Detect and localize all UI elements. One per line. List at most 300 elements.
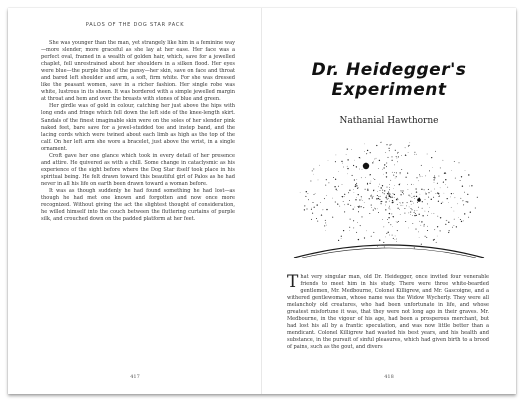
star <box>468 217 469 218</box>
star <box>427 230 428 231</box>
star <box>371 181 372 182</box>
star <box>416 154 417 155</box>
star <box>361 177 362 178</box>
star <box>428 192 429 193</box>
title-line-1: Dr. Heidegger's <box>311 60 467 80</box>
star <box>461 176 462 177</box>
star <box>441 203 442 204</box>
star <box>355 207 356 208</box>
star <box>356 166 357 167</box>
star <box>451 170 452 171</box>
star <box>384 164 385 165</box>
star <box>317 221 318 222</box>
star <box>387 199 388 200</box>
star <box>408 152 409 153</box>
page-number-right: 418 <box>384 374 394 380</box>
star <box>383 227 384 228</box>
star <box>366 162 367 163</box>
star <box>377 209 378 210</box>
star <box>326 209 327 210</box>
star <box>412 209 413 210</box>
star <box>418 180 419 181</box>
star <box>463 221 464 222</box>
star <box>351 149 352 150</box>
star <box>324 198 325 199</box>
star <box>373 161 374 162</box>
star <box>426 237 427 238</box>
star <box>447 220 448 221</box>
star <box>315 193 316 194</box>
running-head: PALOS OF THE DOG STAR PACK <box>85 22 185 28</box>
star <box>412 215 413 216</box>
star <box>433 197 434 198</box>
star <box>335 161 336 162</box>
star <box>409 145 410 146</box>
star <box>385 152 386 153</box>
star <box>335 179 336 180</box>
star <box>390 209 391 210</box>
star <box>421 221 422 222</box>
star <box>379 199 380 200</box>
star <box>380 201 381 202</box>
star <box>419 237 420 238</box>
star <box>344 194 345 195</box>
star <box>431 157 432 158</box>
star <box>467 194 468 195</box>
star <box>397 198 398 199</box>
star <box>434 176 435 177</box>
star <box>447 198 448 199</box>
star <box>379 240 380 241</box>
star <box>379 184 380 185</box>
paragraph: Croft gave her one glance which took in every detail of her presence and attire. He quivered as with a chill. Some change in cataclysmic as his experience of the sight before where the Dog Star itself took place in his spiritual being. He felt drawn toward this beautiful girl of Palos as he had never in all his life on earth been drawn toward a woman before. <box>41 152 235 187</box>
star <box>434 177 435 178</box>
star <box>325 230 326 231</box>
star <box>349 230 350 231</box>
star <box>422 208 423 209</box>
star <box>392 235 393 236</box>
star <box>437 192 438 193</box>
star <box>393 175 394 176</box>
star <box>392 196 393 197</box>
star <box>371 205 372 206</box>
star <box>428 197 429 198</box>
star <box>396 156 397 157</box>
star <box>374 190 375 191</box>
star <box>417 210 418 211</box>
star <box>427 226 428 227</box>
star <box>374 208 375 209</box>
star <box>386 196 387 197</box>
star <box>425 193 426 194</box>
star <box>463 204 464 205</box>
star <box>461 221 462 222</box>
star <box>407 202 408 203</box>
star <box>433 239 434 240</box>
star <box>401 155 402 156</box>
star <box>424 189 425 190</box>
star <box>467 201 468 202</box>
star <box>422 208 423 209</box>
left-body-text <box>41 40 235 223</box>
star <box>398 208 399 209</box>
star <box>401 169 402 170</box>
star <box>373 190 374 191</box>
star <box>396 239 397 240</box>
star <box>356 185 357 186</box>
star <box>364 144 365 145</box>
star <box>377 191 378 192</box>
star <box>458 217 459 218</box>
star <box>380 142 381 143</box>
star <box>372 162 373 163</box>
star <box>434 179 435 180</box>
star <box>382 169 383 170</box>
star <box>358 194 359 195</box>
star <box>326 179 327 180</box>
star <box>369 174 370 175</box>
star <box>463 200 464 201</box>
star <box>438 201 439 202</box>
star <box>448 232 449 233</box>
star <box>396 221 397 222</box>
star <box>451 193 452 194</box>
star <box>414 247 415 248</box>
star <box>389 201 390 202</box>
star <box>371 207 372 208</box>
star <box>308 199 309 200</box>
star <box>431 199 432 200</box>
star <box>400 214 401 215</box>
star <box>367 189 368 190</box>
star <box>383 242 384 243</box>
star <box>304 209 305 210</box>
star <box>462 186 463 187</box>
star <box>361 216 362 217</box>
opening-text: hat very singular man, old Dr. Heidegger, once invited four venerable friends to meet him in his study. There were three white-bearded gentlemen, Mr. Medbourne, Colonel Killigrew, and Mr. Gascoigne, and a withered gentlewoman, whose name was the Widow Wycherly. They were all melancholy old creatures, who had been unfortunate in life, and whose greatest misfortune it was, that they were not long ago in their graves. Mr. Medbourne, in the vigour of his age, had been a prosperous merchant, but had lost his all by a frantic speculation, and was now little better than a mendicant. Colonel Killigrew had wasted his best years, and his health and substance, in the pursuit of sinful pleasures, which had given birth to a brood of pains, such as the gout, and divers <box>287 274 489 351</box>
star <box>400 203 401 204</box>
star <box>438 196 439 197</box>
star <box>394 197 395 198</box>
star <box>408 213 409 214</box>
star <box>356 183 357 184</box>
star <box>341 236 342 237</box>
star <box>316 218 317 219</box>
star <box>437 216 438 217</box>
star <box>380 196 381 197</box>
star <box>425 192 426 193</box>
star <box>464 213 465 214</box>
star <box>328 160 329 161</box>
star <box>395 178 396 179</box>
star <box>339 206 340 207</box>
star <box>386 176 387 177</box>
star <box>319 165 320 166</box>
star <box>421 165 422 166</box>
star <box>341 161 342 162</box>
right-page <box>262 8 516 394</box>
star <box>435 151 436 152</box>
star <box>311 208 312 209</box>
star <box>314 194 315 195</box>
star <box>396 199 397 200</box>
star <box>365 189 366 190</box>
star <box>348 192 349 193</box>
star <box>394 194 395 195</box>
star <box>396 172 397 173</box>
star <box>411 193 412 194</box>
star <box>421 189 422 190</box>
star <box>347 174 348 175</box>
star <box>418 207 419 208</box>
star <box>381 187 382 188</box>
star <box>407 184 408 185</box>
star <box>341 238 342 239</box>
story-opening <box>287 274 489 352</box>
star <box>354 160 355 161</box>
star <box>347 168 348 169</box>
star <box>401 192 402 193</box>
star <box>378 196 379 197</box>
star <box>452 227 453 228</box>
star <box>401 205 402 206</box>
star <box>432 213 433 214</box>
star <box>410 143 411 144</box>
star <box>475 208 476 209</box>
star <box>422 176 423 177</box>
star <box>414 154 415 155</box>
star <box>424 224 425 225</box>
star <box>404 213 405 214</box>
star <box>411 208 412 209</box>
star <box>338 171 339 172</box>
star <box>408 189 409 190</box>
star <box>411 204 412 205</box>
star <box>442 202 443 203</box>
star <box>332 217 333 218</box>
star <box>414 152 415 153</box>
star <box>389 193 390 194</box>
star <box>388 193 389 194</box>
star <box>388 157 389 158</box>
star <box>381 201 382 202</box>
paragraph: Her girdle was of gold in colour, catching her just above the hips with long ends and fringe which fell down the left side of the knee-length skirt. Sandals of the finest imaginable skin were on the soles of her slender pink naked feet, bare save for a jewel-studded toe and instep band, and the lacing cords which were twined about each limb as high as the top of the calf. On her left arm she wore a bracelet, just above the wrist, in a single ornament. <box>41 103 235 152</box>
star <box>342 196 343 197</box>
star <box>381 203 382 204</box>
star <box>401 190 402 191</box>
star <box>469 186 470 187</box>
star <box>437 183 438 184</box>
star <box>434 229 435 230</box>
star <box>397 204 398 205</box>
star <box>344 204 345 205</box>
star <box>317 204 318 205</box>
story-title <box>262 60 516 100</box>
star <box>357 188 358 189</box>
star <box>383 174 384 175</box>
star <box>362 200 363 201</box>
star <box>436 242 437 243</box>
star <box>413 196 414 197</box>
star <box>433 177 434 178</box>
star <box>400 173 401 174</box>
star <box>447 187 448 188</box>
star <box>416 196 417 197</box>
star <box>392 202 393 203</box>
star <box>356 232 357 233</box>
star <box>389 150 390 151</box>
star <box>400 172 401 173</box>
star <box>402 192 403 193</box>
star <box>389 206 390 207</box>
star <box>445 173 446 174</box>
star <box>446 220 447 221</box>
paragraph: She was younger than the man, yet strangely like him in a feminine way—more slender, more graceful as she lay at her ease. Her face was a perfect oval, framed in a wealth of golden hair, which, save for a jewelled chaplet, fell unrestrained about her shoulders in a silken flood. Her eyes were blue—the purple blue of the pansy—her skin, save on face and throat and bared left shoulder and arm, a soft, firm white. For she was dressed like the peasant women, save in a richer fashion. Her single robe was white, lustrous in its sheen. It was bordered with a simple jewelled margin at throat and hem and over the breasts with stones of blue and green. <box>41 40 235 103</box>
star <box>386 144 387 145</box>
star <box>400 194 401 195</box>
star <box>343 167 344 168</box>
star <box>371 195 372 196</box>
star <box>384 190 385 191</box>
star <box>358 211 359 212</box>
star <box>454 219 455 220</box>
star <box>397 152 398 153</box>
star <box>336 155 337 156</box>
star <box>385 209 386 210</box>
star <box>437 226 438 227</box>
star <box>314 207 315 208</box>
star <box>374 179 375 180</box>
star <box>422 215 423 216</box>
star <box>382 192 383 193</box>
star <box>412 201 413 202</box>
star <box>425 199 426 200</box>
star <box>323 209 324 210</box>
star <box>420 194 421 195</box>
star <box>357 222 358 223</box>
star <box>306 191 307 192</box>
star <box>414 198 415 199</box>
star <box>377 195 378 196</box>
star <box>409 207 410 208</box>
star <box>423 225 424 226</box>
star <box>358 187 359 188</box>
star <box>386 163 387 164</box>
star <box>353 220 354 221</box>
star <box>386 198 387 199</box>
star <box>405 221 406 222</box>
stars <box>300 142 478 249</box>
star <box>305 196 306 197</box>
star <box>449 230 450 231</box>
star <box>385 197 386 198</box>
star <box>428 189 429 190</box>
star <box>387 187 388 188</box>
star <box>369 213 370 214</box>
star <box>370 195 371 196</box>
star <box>402 190 403 191</box>
star <box>405 147 406 148</box>
star <box>466 201 467 202</box>
star <box>410 214 411 215</box>
star <box>386 196 387 197</box>
star <box>385 205 386 206</box>
star <box>397 222 398 223</box>
star <box>333 177 334 178</box>
star <box>325 222 326 223</box>
star <box>363 207 364 208</box>
star <box>427 154 428 155</box>
star <box>431 191 432 192</box>
star <box>448 202 449 203</box>
star <box>325 220 326 221</box>
star <box>325 185 326 186</box>
star <box>382 185 383 186</box>
star <box>425 176 426 177</box>
star <box>425 211 426 212</box>
star <box>393 202 394 203</box>
star <box>411 184 412 185</box>
star <box>366 153 367 154</box>
star <box>364 202 365 203</box>
star <box>408 228 409 229</box>
star <box>443 182 444 183</box>
star-field-illustration <box>292 140 486 258</box>
star <box>350 205 351 206</box>
star <box>376 145 377 146</box>
star <box>477 197 478 198</box>
star <box>390 197 391 198</box>
star <box>373 210 374 211</box>
star <box>300 193 301 194</box>
star <box>378 168 379 169</box>
star <box>362 169 363 170</box>
star <box>328 182 329 183</box>
star <box>313 174 314 175</box>
star <box>388 232 389 233</box>
star <box>455 178 456 179</box>
star <box>393 188 394 189</box>
paragraph: It was as though suddenly he had found something he had lost—as though he had met one known and forgotten and now once more recognized. Without giving the act the slightest thought of consideration, he willed himself into the couch between the fluttering curtains of purple silk, and crouched down on the padded platform at her feet. <box>41 187 235 223</box>
star <box>460 180 461 181</box>
star <box>412 197 413 198</box>
star <box>395 150 396 151</box>
star <box>392 197 393 198</box>
star <box>346 154 347 155</box>
star <box>344 196 345 197</box>
star <box>364 151 365 152</box>
star <box>361 206 362 207</box>
star <box>425 236 426 237</box>
star <box>415 229 416 230</box>
star <box>349 190 350 191</box>
star <box>378 212 379 213</box>
left-page <box>8 8 262 394</box>
book-spread <box>8 8 516 394</box>
star <box>326 195 327 196</box>
star <box>364 237 365 238</box>
star <box>353 165 354 166</box>
star <box>388 198 389 199</box>
star <box>459 162 460 163</box>
star <box>367 183 368 184</box>
star <box>347 166 348 167</box>
star <box>410 201 411 202</box>
star <box>372 197 373 198</box>
star <box>384 193 385 194</box>
star <box>451 207 452 208</box>
star <box>392 156 393 157</box>
